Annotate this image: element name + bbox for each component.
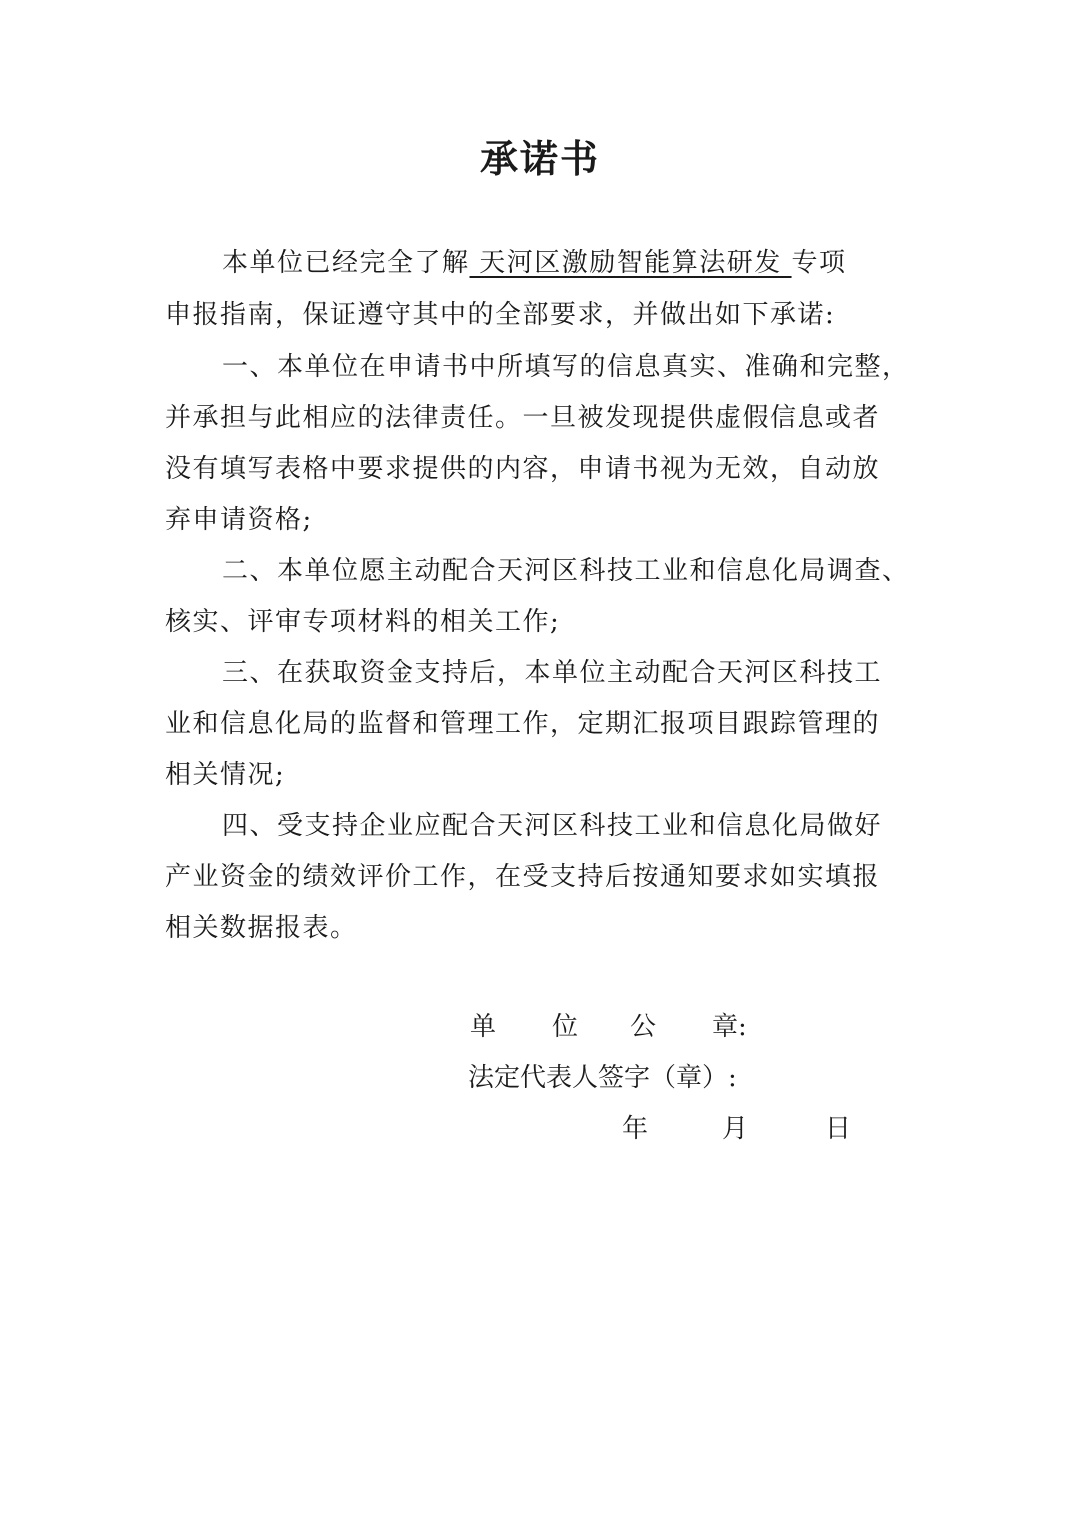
project-name: 天河区激励智能算法研发 bbox=[469, 248, 792, 278]
seal-char-1: 单 bbox=[470, 1012, 497, 1042]
intro-prefix: 本单位已经完全了解 bbox=[222, 248, 470, 278]
item-1-line-1: 一、本单位在申请书中所填写的信息真实、准确和完整， bbox=[222, 352, 910, 382]
item-4-line-2: 产业资金的绩效评价工作，在受支持后按通知要求如实填报 bbox=[165, 862, 881, 892]
item-4-line-3: 相关数据报表。 bbox=[165, 913, 358, 943]
item-1-line-2: 并承担与此相应的法律责任。一旦被发现提供虚假信息或者 bbox=[165, 403, 881, 433]
date-year: 年 bbox=[622, 1114, 649, 1144]
item-3-line-1: 三、在获取资金支持后，本单位主动配合天河区科技工 bbox=[222, 658, 883, 688]
item-2-line-1: 二、本单位愿主动配合天河区科技工业和信息化局调查、 bbox=[222, 556, 910, 586]
item-2-line-2: 核实、评审专项材料的相关工作; bbox=[165, 607, 561, 637]
legal-rep-signature-label: 法定代表人签字（章）: bbox=[468, 1063, 737, 1093]
item-3-line-3: 相关情况; bbox=[165, 760, 286, 790]
intro-line-1 bbox=[222, 248, 847, 278]
date-day: 日 bbox=[825, 1114, 852, 1144]
intro-line-2: 申报指南，保证遵守其中的全部要求，并做出如下承诺: bbox=[165, 300, 836, 330]
seal-char-4: 章: bbox=[712, 1012, 747, 1042]
item-4-line-1: 四、受支持企业应配合天河区科技工业和信息化局做好 bbox=[222, 811, 883, 841]
seal-char-3: 公 bbox=[630, 1012, 657, 1042]
item-3-line-2: 业和信息化局的监督和管理工作，定期汇报项目跟踪管理的 bbox=[165, 709, 881, 739]
seal-char-2: 位 bbox=[552, 1012, 579, 1042]
intro-suffix: 专项 bbox=[791, 248, 847, 278]
item-1-line-4: 弃申请资格; bbox=[165, 505, 313, 535]
date-month: 月 bbox=[722, 1114, 749, 1144]
item-1-line-3: 没有填写表格中要求提供的内容，申请书视为无效，自动放 bbox=[165, 454, 881, 484]
document-title: 承诺书 bbox=[479, 136, 600, 181]
